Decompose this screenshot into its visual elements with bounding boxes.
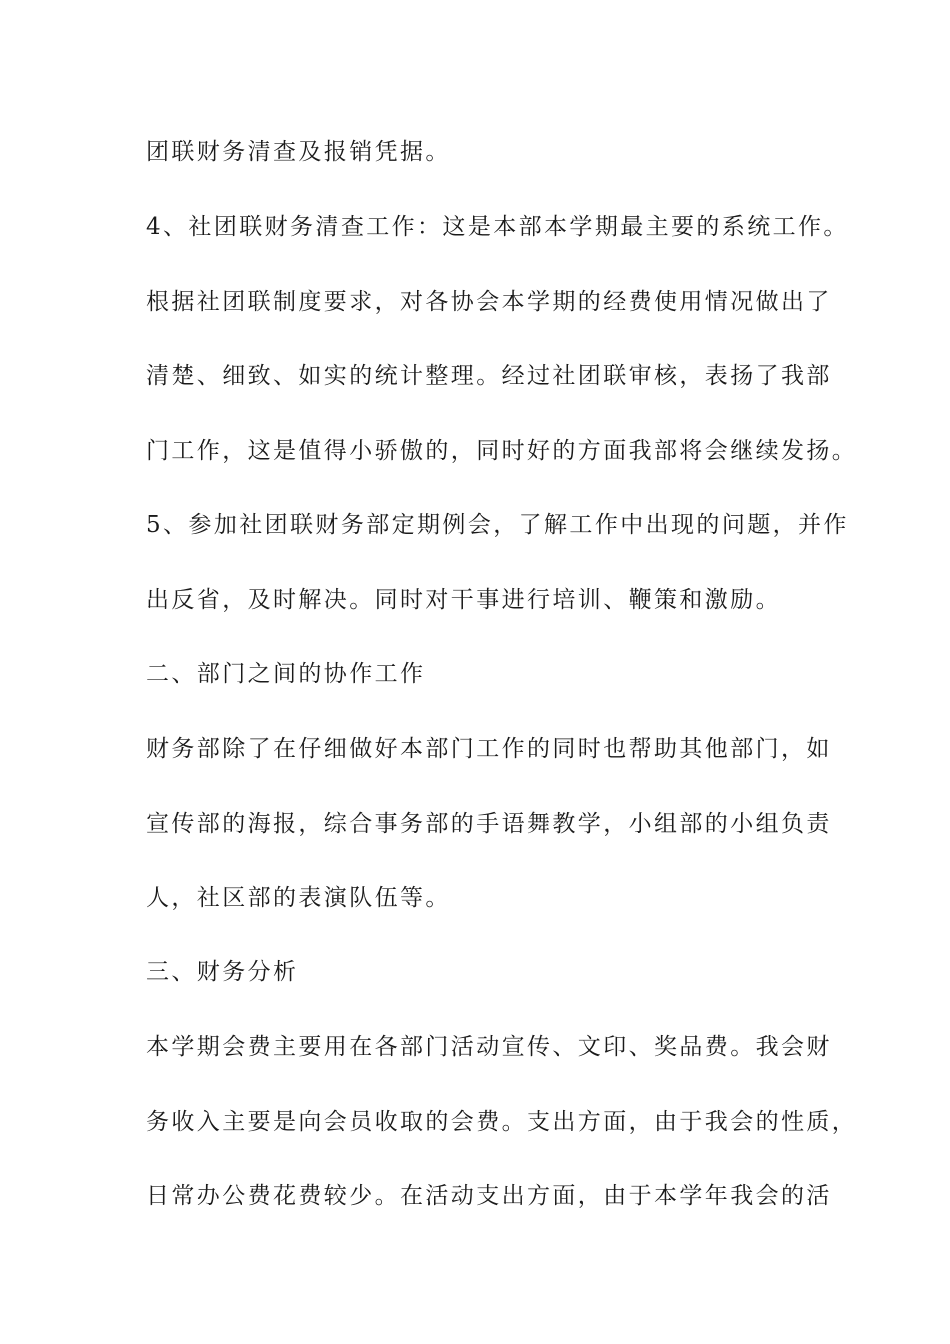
text-line: 人，社区部的表演队伍等。 [146, 885, 451, 911]
section-heading: 三、财务分析 [146, 959, 299, 985]
text-line: 团联财务清查及报销凭据。 [146, 139, 451, 165]
text-line: 5、参加社团联财务部定期例会，了解工作中出现的问题，并作 [146, 512, 849, 538]
text-line: 本学期会费主要用在各部门活动宣传、文印、奖品费。我会财 [146, 1034, 832, 1060]
text-line: 务收入主要是向会员收取的会费。支出方面，由于我会的性质， [146, 1109, 858, 1135]
text-line: 清楚、细致、如实的统计整理。经过社团联审核，表扬了我部 [146, 363, 832, 389]
text-line: 根据社团联制度要求，对各协会本学期的经费使用情况做出了 [146, 289, 832, 315]
text-line: 财务部除了在仔细做好本部门工作的同时也帮助其他部门，如 [146, 736, 832, 762]
text-line: 门工作，这是值得小骄傲的，同时好的方面我部将会继续发扬。 [146, 438, 858, 464]
text-line: 日常办公费花费较少。在活动支出方面，由于本学年我会的活 [146, 1183, 832, 1209]
text-line: 4、社团联财务清查工作：这是本部本学期最主要的系统工作。 [146, 214, 849, 240]
text-line: 宣传部的海报，综合事务部的手语舞教学，小组部的小组负责 [146, 811, 832, 837]
text-line: 出反省，及时解决。同时对干事进行培训、鞭策和激励。 [146, 587, 781, 613]
section-heading: 二、部门之间的协作工作 [146, 661, 426, 687]
